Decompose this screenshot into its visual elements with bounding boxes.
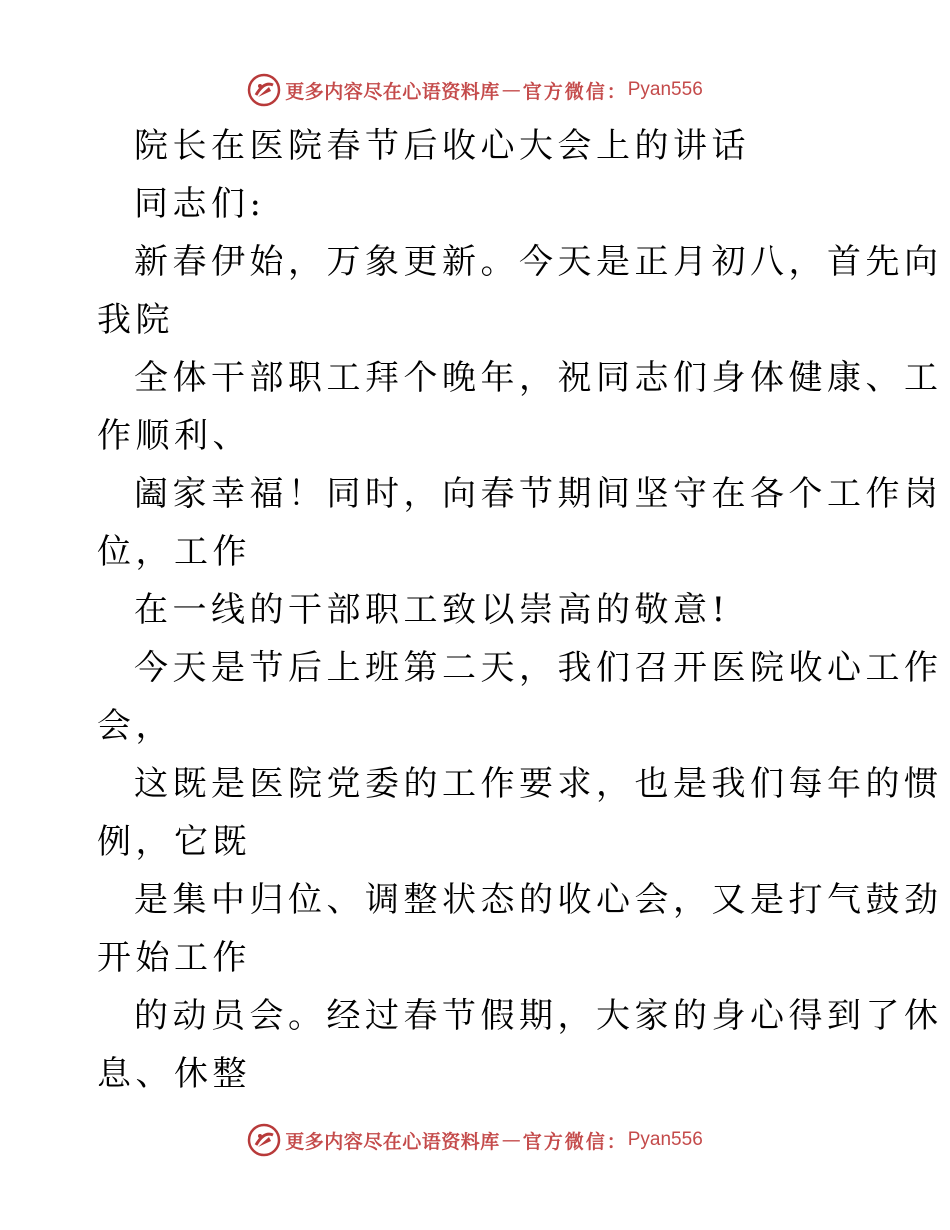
watermark-text: 更多内容尽在心语资料库 <box>285 1130 500 1153</box>
text-line: 是集中归位、调整状态的收心会，又是打气鼓劲 <box>134 880 943 920</box>
text-line: 我院 <box>97 300 174 340</box>
text-line: 会， <box>97 706 174 746</box>
text-line: 例，它既 <box>97 822 251 862</box>
text-line: 位，工作 <box>97 532 251 572</box>
watermark-dash: — <box>501 1129 521 1151</box>
watermark-wechat-label: 官方微信： <box>522 80 628 103</box>
text-line: 今天是节后上班第二天，我们召开医院收心工作 <box>134 648 943 688</box>
text-line: 开始工作 <box>97 938 251 978</box>
text-line: 作顺利、 <box>97 416 251 456</box>
logo-icon <box>247 1123 281 1157</box>
watermark-text: 更多内容尽在心语资料库 <box>285 80 500 103</box>
text-line: 全体干部职工拜个晚年，祝同志们身体健康、工 <box>134 358 943 398</box>
watermark-wechat-label: 官方微信： <box>522 1130 628 1153</box>
text-line: 这既是医院党委的工作要求，也是我们每年的惯 <box>134 764 943 804</box>
salutation: 同志们: <box>134 184 266 224</box>
text-line: 的动员会。经过春节假期，大家的身心得到了休 <box>134 996 943 1036</box>
watermark-wechat-id: Pyan556 <box>627 79 703 100</box>
text-line: 阖家幸福！同时，向春节期间坚守在各个工作岗 <box>134 474 943 514</box>
document-title: 院长在医院春节后收心大会上的讲话 <box>134 126 750 166</box>
watermark-dash: — <box>501 79 521 101</box>
text-line: 息、休整 <box>97 1054 251 1094</box>
text-line: 在一线的干部职工致以崇高的敬意! <box>134 590 730 630</box>
watermark-wechat-id: Pyan556 <box>627 1129 703 1150</box>
text-line: 新春伊始，万象更新。今天是正月初八，首先向 <box>134 242 943 282</box>
header-watermark <box>0 70 950 110</box>
logo-icon <box>247 73 281 107</box>
footer-watermark <box>0 1120 950 1160</box>
